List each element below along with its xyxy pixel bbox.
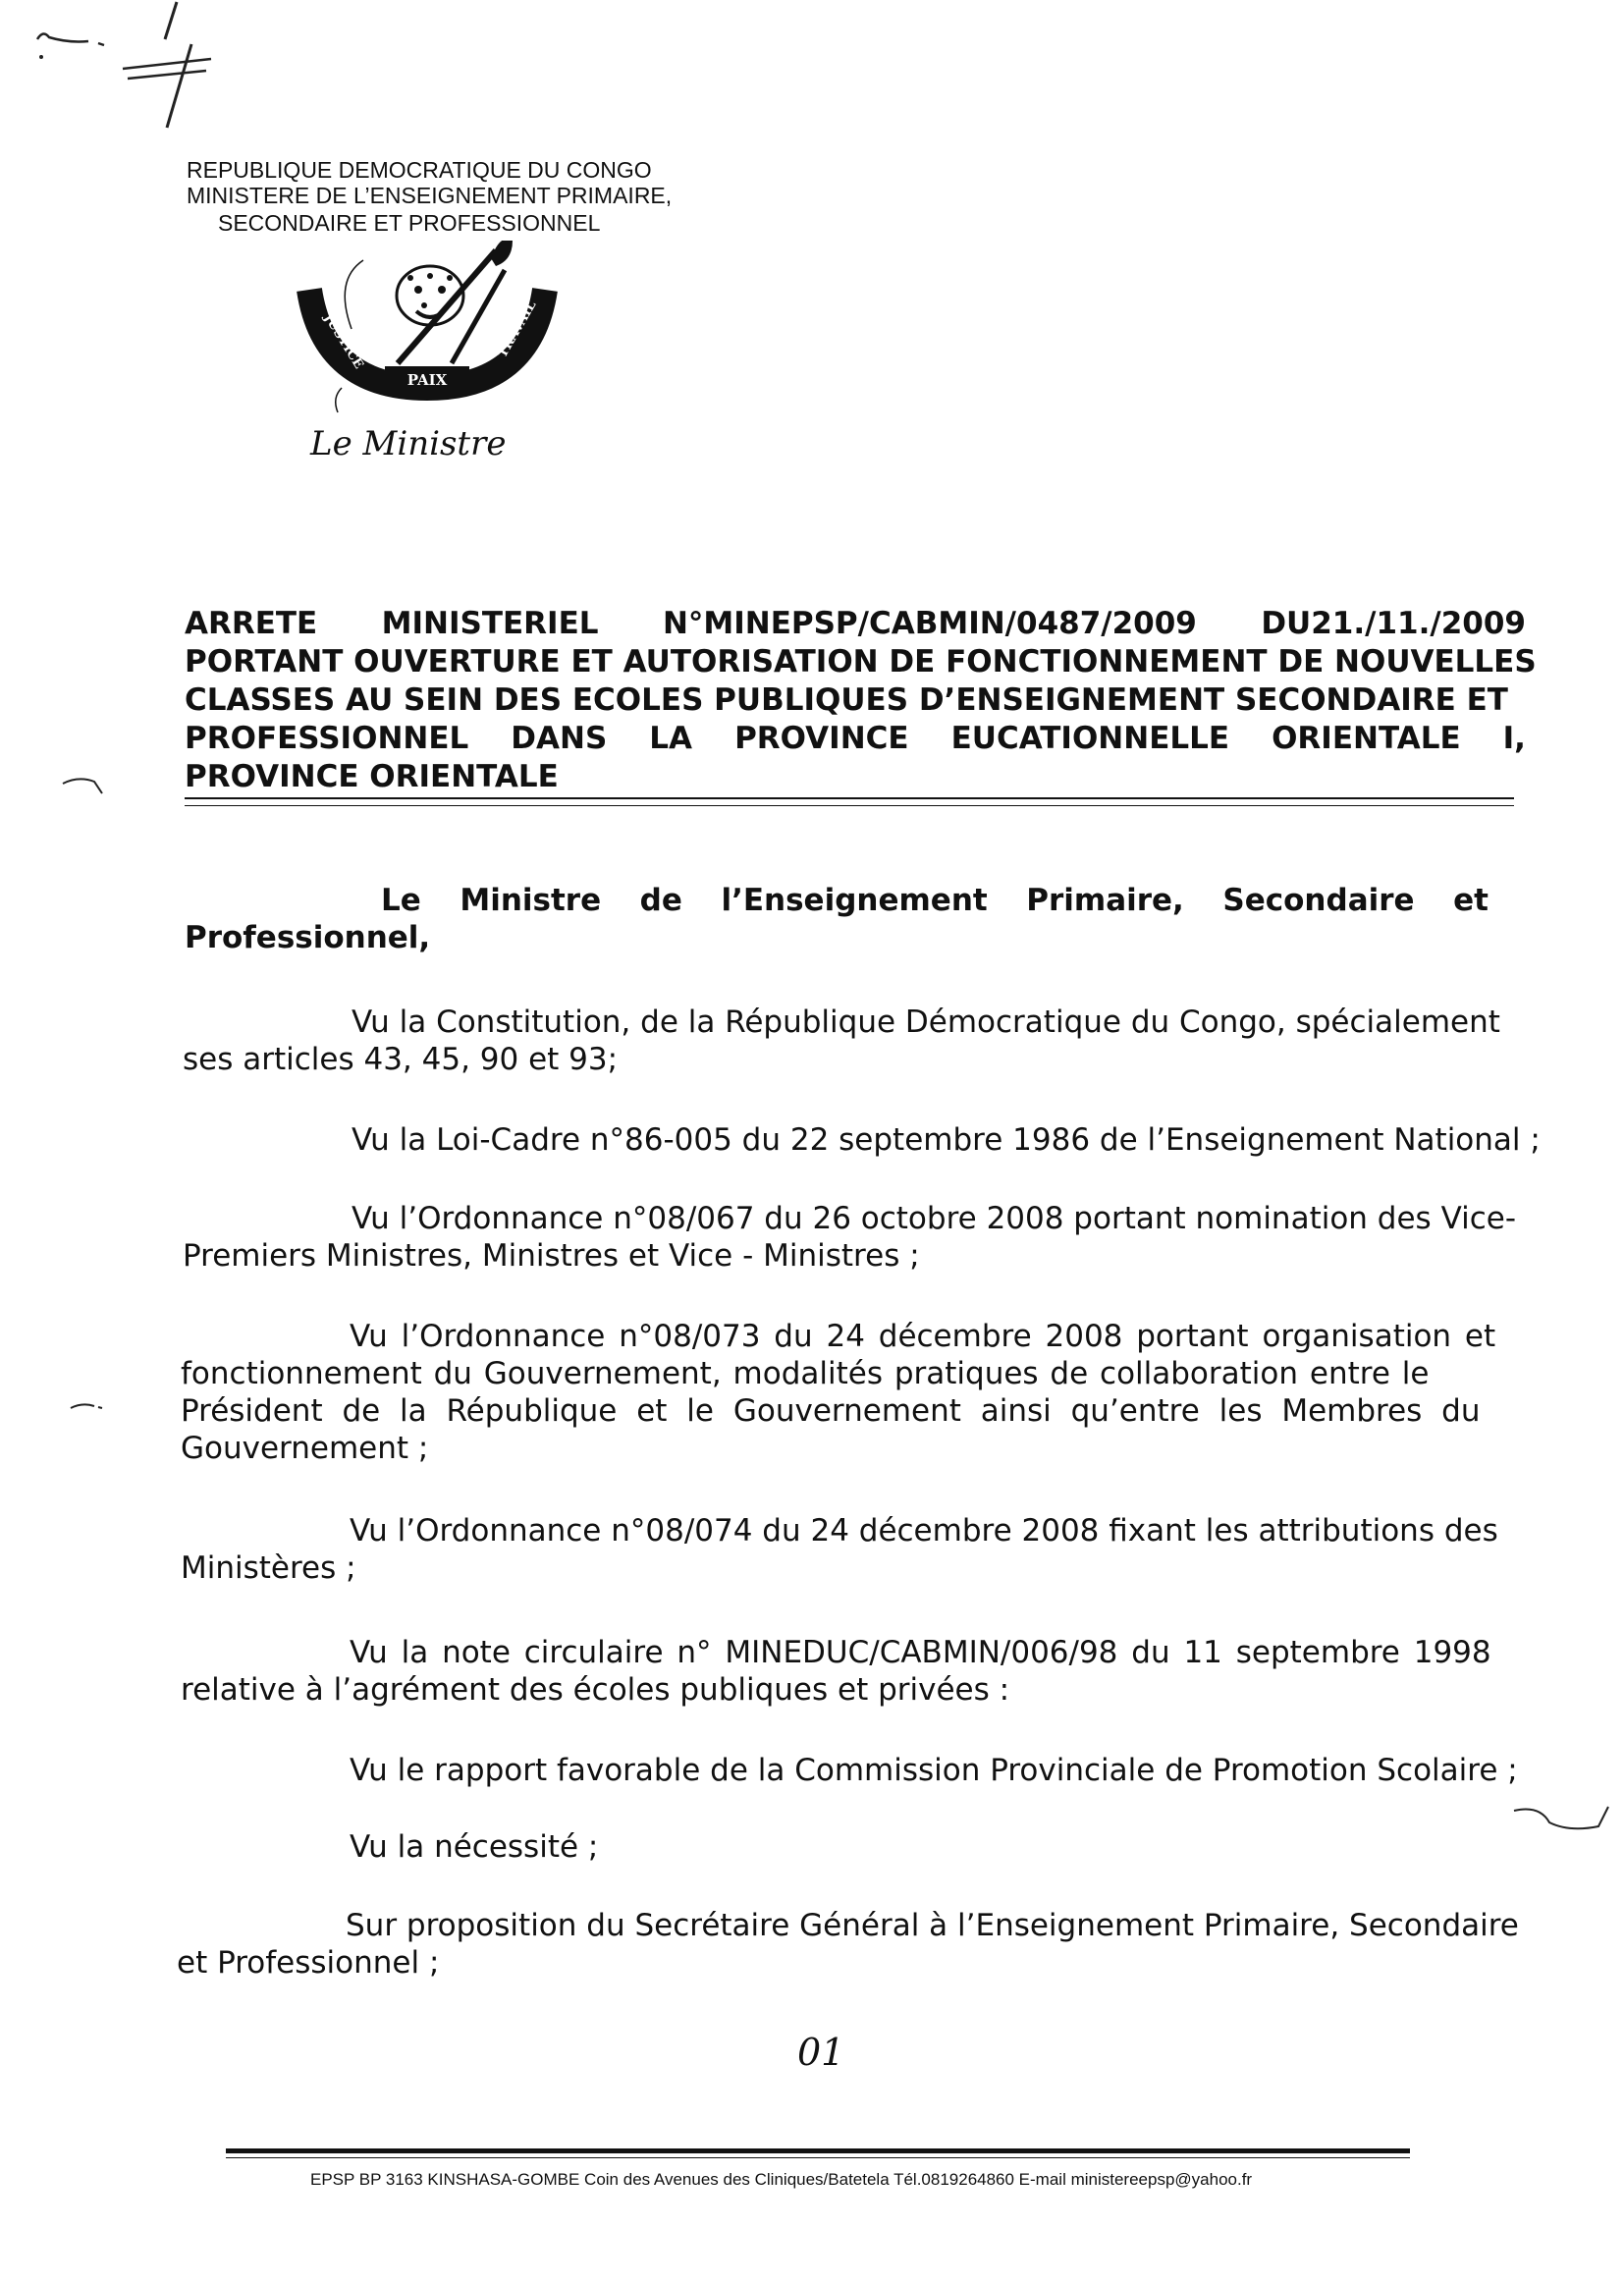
margin-tick-left-2 bbox=[69, 1398, 108, 1418]
header-republic: REPUBLIQUE DEMOCRATIQUE DU CONGO bbox=[187, 157, 652, 183]
consideration-necessite: Vu la nécessité ; bbox=[350, 1829, 599, 1865]
consideration-constitution: Vu la Constitution, de la République Démocratique du Congo, spécialement ses articles 43, 45, 90 et 93; bbox=[183, 1005, 1500, 1077]
seal-word-right: TRAVAIL bbox=[495, 299, 540, 360]
consideration-rapport: Vu le rapport favorable de la Commission Provinciale de Promotion Scolaire ; bbox=[350, 1753, 1518, 1788]
footer-rule-thin bbox=[226, 2157, 1410, 2158]
decree-title-line4: PROFESSIONNEL DANS LA PROVINCE EUCATIONNELLE ORIENTALE I, bbox=[185, 721, 1526, 756]
decree-title-line2: PORTANT OUVERTURE ET AUTORISATION DE FONCTIONNEMENT DE NOUVELLES bbox=[185, 644, 1537, 679]
preamble: Le Ministre de l’Enseignement Primaire, Secondaire et Professionnel, bbox=[185, 883, 1489, 955]
title-underline-thin bbox=[185, 805, 1514, 806]
consideration-ordonnance-067: Vu l’Ordonnance n°08/067 du 26 octobre 2008 portant nomination des Vice- Premiers Ministres, Ministres et Vice - Ministres ; bbox=[183, 1201, 1517, 1274]
title-underline bbox=[185, 797, 1514, 799]
decree-title-line1: ARRETE MINISTERIEL N°MINEPSP/CABMIN/0487/2009 DU21./11./2009 bbox=[185, 606, 1526, 641]
seal-word-center: PAIX bbox=[406, 371, 448, 389]
consideration-ordonnance-073: Vu l’Ordonnance n°08/073 du 24 décembre 2008 portant organisation et fonctionnement du Gouvernement, modalités pratiques de collaboration entre le Président de la République et le Gouvernement ainsi qu’entre les Membres du Gouvernement ; bbox=[181, 1319, 1496, 1466]
header-ministry: MINISTERE DE L’ENSEIGNEMENT PRIMAIRE, bbox=[187, 183, 673, 208]
footer-address: EPSP BP 3163 KINSHASA-GOMBE Coin des Avenues des Cliniques/Batetela Tél.0819264860 E-mail ministereepsp@yahoo.fr bbox=[310, 2170, 1253, 2189]
coat-of-arms-seal bbox=[295, 241, 560, 417]
margin-tick-right bbox=[1510, 1787, 1618, 1846]
page-number: 01 bbox=[797, 2031, 845, 2074]
margin-tick-left-1 bbox=[59, 772, 108, 801]
consideration-loi-cadre: Vu la Loi-Cadre n°86-005 du 22 septembre 1986 de l’Enseignement National ; bbox=[352, 1122, 1541, 1158]
consideration-note-circulaire: Vu la note circulaire n° MINEDUC/CABMIN/006/98 du 11 septembre 1998 relative à l’agrément des écoles publiques et privées : bbox=[181, 1635, 1491, 1708]
footer-rule-thick bbox=[226, 2148, 1410, 2153]
consideration-ordonnance-074: Vu l’Ordonnance n°08/074 du 24 décembre 2008 fixant les attributions des Ministères ; bbox=[181, 1513, 1498, 1586]
decree-title-line3: CLASSES AU SEIN DES ECOLES PUBLIQUES D’ENSEIGNEMENT SECONDAIRE ET bbox=[185, 682, 1508, 718]
margin-scribble-top bbox=[29, 0, 216, 137]
decree-title-line5: PROVINCE ORIENTALE bbox=[185, 759, 559, 794]
consideration-proposition: Sur proposition du Secrétaire Général à l’Enseignement Primaire, Secondaire et Professionnel ; bbox=[177, 1908, 1519, 1981]
signatory-title: Le Ministre bbox=[310, 424, 507, 463]
seal-word-left: JUSTICE bbox=[320, 311, 366, 372]
header-ministry-sub: SECONDAIRE ET PROFESSIONNEL bbox=[218, 210, 601, 236]
